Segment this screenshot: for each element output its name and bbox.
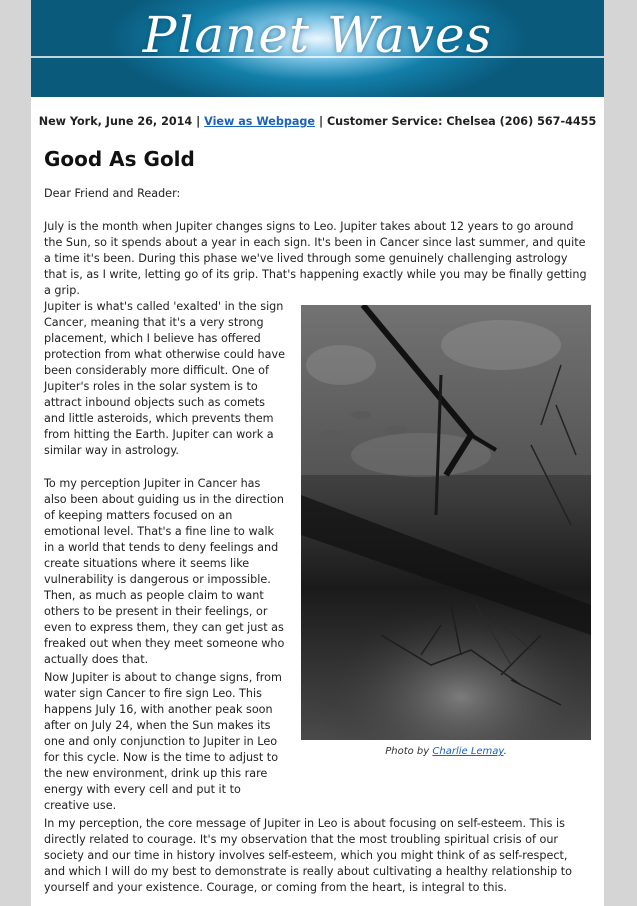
paragraph-4: Now Jupiter is about to change signs, from water sign Cancer to fire sign Leo. This happens July 16, with another peak soon after on July 24, when the Sun makes its one and only conjunction to Jupiter in Leo for this cycle. Now is the time to adjust to the new environment, drink up this rare energy with every cell and put it to creative use.	[44, 671, 282, 812]
paragraph-2: Jupiter is what's called 'exalted' in the sign Cancer, meaning that it's a very strong placement, which I believe has offered protection from what otherwise could have been considerably more difficult. One of Jupiter's roles in the solar system is to attract inbound objects such as comets and little asteroids, which prevents them from hitting the Earth. Jupiter can work a similar way in astrology.	[44, 300, 285, 457]
header-infoline	[31, 115, 604, 128]
dateline: New York, June 26, 2014	[38, 115, 193, 128]
paragraph-5: In my perception, the core message of Jupiter in Leo is about focusing on self-esteem. This is directly related to courage. It's my observation that the most troubling spiritual crisis of our society and our time in history involves self-esteem, which you might think of as self-respect, and which I will do my best to demonstrate is really about cultivating a healthy relationship to yourself and your existence. Courage, or coming from the heart, is integral to this.	[44, 817, 572, 894]
caption-suffix: .	[503, 746, 507, 757]
greeting: Dear Friend and Reader:	[44, 187, 181, 200]
view-as-webpage-link[interactable]: View as Webpage	[204, 115, 316, 128]
article-title: Good As Gold	[44, 147, 195, 171]
photo-image	[301, 305, 591, 740]
article-photo	[301, 305, 591, 740]
customer-service-info: Customer Service: Chelsea (206) 567-4455	[326, 115, 597, 128]
paragraph-1: July is the month when Jupiter changes signs to Leo. Jupiter takes about 12 years to go around the Sun, so it spends about a year in each sign. It's been in Cancer since last summer, and quite a time it's been. During this phase we've lived through some genuinely challenging astrology that is, as I write, letting go of its grip. That's happening exactly while you may be finally getting a grip.	[44, 220, 587, 297]
separator: |	[196, 115, 201, 128]
planet-waves-logo[interactable]: Planet Waves	[142, 6, 493, 64]
newsletter-page	[31, 0, 604, 906]
caption-prefix: Photo by	[385, 746, 430, 757]
separator: |	[318, 115, 324, 128]
header-banner	[31, 0, 604, 97]
photo-caption	[301, 746, 591, 757]
photographer-link[interactable]: Charlie Lemay	[432, 746, 504, 757]
paragraph-3: To my perception Jupiter in Cancer has also been about guiding us in the direction of keeping matters focused on an emotional level. That's a fine line to walk in a world that tends to deny feelings and create situations where it seems like vulnerability is dangerous or impossible. Then, as much as people claim to want others to be present in their feelings, or even to express them, they can get just as freaked out when they meet someone who actually does that.	[44, 477, 285, 666]
